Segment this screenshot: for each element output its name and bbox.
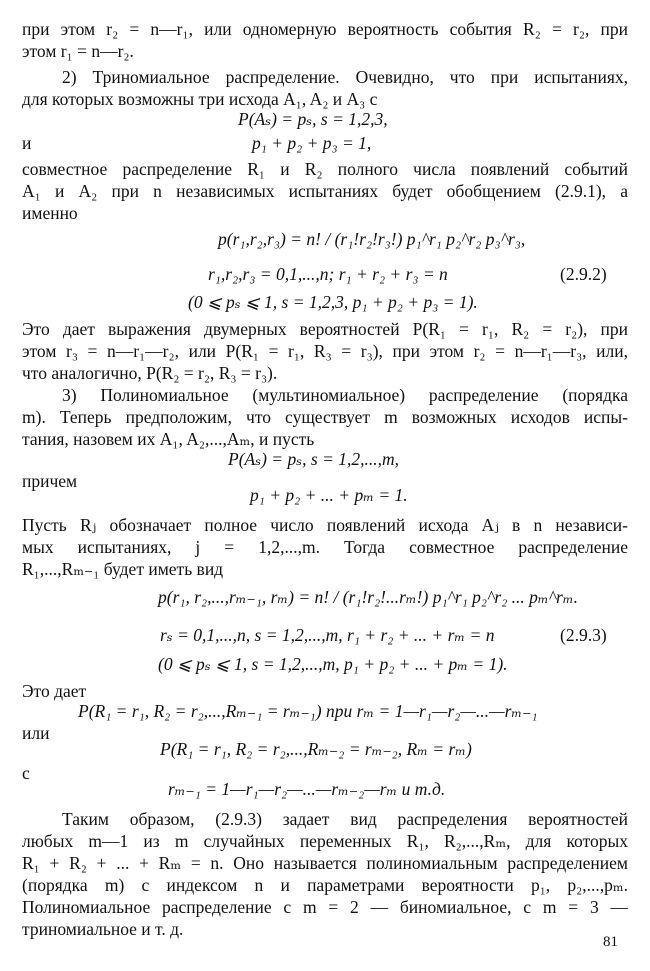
text-line: тания, назовем их A₁, A₂,...,Aₘ, и пусть bbox=[22, 429, 315, 449]
text-line: Полиномиальное распределение с m = 2 — биномиальное, с m = 3 — bbox=[22, 897, 628, 917]
equation: P(Aₛ) = pₛ, s = 1,2,3, bbox=[238, 109, 388, 129]
text-line: Таким образом, (2.9.3) задает вид распределения вероятностей bbox=[62, 809, 628, 829]
equation-number: (2.9.3) bbox=[560, 625, 607, 645]
equation: p₁ + p₂ + ... + pₘ = 1. bbox=[250, 485, 408, 505]
text-line: (порядка m) с индексом n и параметрами вероятности p₁, p₂,...,pₘ. bbox=[22, 875, 628, 895]
text-line: m). Теперь предположим, что существует m возможных исходов испы- bbox=[22, 407, 628, 427]
equation: p(r₁,r₂,r₃) = n! / (r₁!r₂!r₃!) p₁^r₁ p₂^r₂ p₃^r₃, bbox=[218, 229, 526, 249]
text-line: мых испытаниях, j = 1,2,...,m. Тогда совместное распределение bbox=[22, 537, 628, 557]
equation: rₘ₋₁ = 1—r₁—r₂—...—rₘ₋₂—rₘ и т.д. bbox=[168, 779, 446, 799]
text-line: 2) Триномиальное распределение. Очевидно, что при испытаниях, bbox=[62, 67, 628, 87]
page-number: 81 bbox=[603, 934, 618, 950]
text-line: триномиальное и т. д. bbox=[22, 919, 184, 939]
text-line: любых m—1 из m случайных переменных R₁, R₂,...,Rₘ, для которых bbox=[22, 831, 628, 851]
text-line: 3) Полиномиальное (мультиномиальное) распределение (порядка bbox=[62, 385, 628, 405]
equation: P(R₁ = r₁, R₂ = r₂,...,Rₘ₋₁ = rₘ₋₁) при rₘ = 1—r₁—r₂—...—rₘ₋₁ bbox=[78, 701, 538, 721]
text-line: этом r₁ = n—r₂. bbox=[22, 41, 134, 61]
text-line: именно bbox=[22, 203, 78, 223]
text-line: совместное распределение R₁ и R₂ полного числа появлений событий bbox=[22, 159, 628, 179]
text-line: или bbox=[22, 723, 50, 743]
text-line: причем bbox=[22, 471, 78, 491]
equation: (0 ⩽ pₛ ⩽ 1, s = 1,2,3, p₁ + p₂ + p₃ = 1). bbox=[188, 292, 478, 312]
text-line: R₁,...,Rₘ₋₁ будет иметь вид bbox=[22, 559, 224, 579]
equation: (0 ⩽ pₛ ⩽ 1, s = 1,2,...,m, p₁ + p₂ + ... + pₘ = 1). bbox=[158, 654, 508, 674]
equation: rₛ = 0,1,...,n, s = 1,2,...,m, r₁ + r₂ + ... + rₘ = n bbox=[160, 625, 495, 645]
equation: P(R₁ = r₁, R₂ = r₂,...,Rₘ₋₂ = rₘ₋₂, Rₘ = rₘ) bbox=[160, 739, 472, 759]
equation: r₁,r₂,r₃ = 0,1,...,n; r₁ + r₂ + r₃ = n bbox=[208, 264, 448, 284]
text-line: при этом r₂ = n—r₁, или одномерную вероятность события R₂ = r₂, при bbox=[22, 19, 628, 39]
equation: p(r₁, r₂,...,rₘ₋₁, rₘ) = n! / (r₁!r₂!...rₘ!) p₁^r₁ p₂^r₂ ... pₘ^rₘ. bbox=[158, 587, 578, 607]
equation: P(Aₛ) = pₛ, s = 1,2,...,m, bbox=[228, 449, 400, 469]
text-line: Это дает bbox=[22, 681, 87, 701]
text-line: Пусть Rⱼ обозначает полное число появлений исхода Aⱼ в n независи- bbox=[22, 515, 628, 535]
text-line: этом r₃ = n—r₁—r₂, или P(R₁ = r₁, R₃ = r₃), при этом r₂ = n—r₁—r₃, или, bbox=[22, 341, 628, 361]
equation-number: (2.9.2) bbox=[560, 264, 607, 284]
text-line: R₁ + R₂ + ... + Rₘ = n. Оно называется полиномиальным распределением bbox=[22, 853, 628, 873]
text-line: и bbox=[22, 133, 32, 153]
equation: p₁ + p₂ + p₃ = 1, bbox=[252, 133, 372, 153]
text-line: с bbox=[22, 763, 30, 783]
text-line: что аналогично, P(R₂ = r₂, R₃ = r₃). bbox=[22, 363, 278, 383]
text-line: A₁ и A₂ при n независимых испытаниях будет обобщением (2.9.1), а bbox=[22, 181, 628, 201]
text-line: Это дает выражения двумерных вероятностей P(R₁ = r₁, R₂ = r₂), при bbox=[22, 319, 628, 339]
text-line: для которых возможны три исхода A₁, A₂ и A₃ с bbox=[22, 89, 378, 109]
